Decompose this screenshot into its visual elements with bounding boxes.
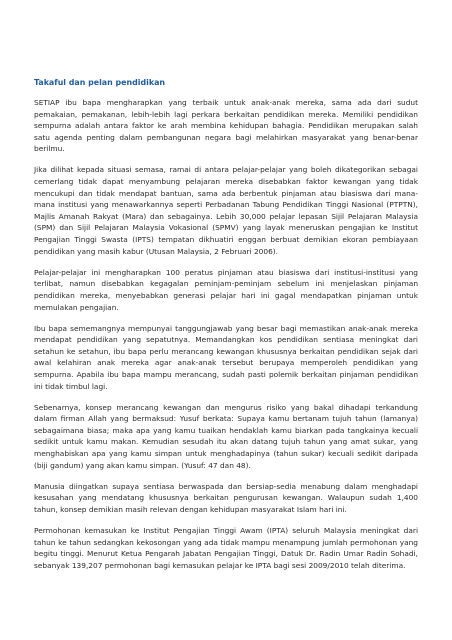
paragraph-7: Permohonan kemasukan ke Institut Pengajian Tinggi Awam (IPTA) seluruh Malaysia meningkat dari tahun ke tahun sedangkan kekosongan yang ada tidak mampu menampung jumlah permohonan yang begitu tinggi. Menurut Ketua Pengarah Jabatan Pengajian Tinggi, Datuk Dr. Radin Umar Radin Sohadi, sebanyak 139,207 permohonan bagi kemasukan pelajar ke IPTA bagi sesi 2009/2010 telah diterima.	[34, 526, 418, 570]
paragraph-5: Sebenarnya, konsep merancang kewangan dan mengurus risiko yang bakal dihadapi terkandung dalam firman Allah yang bermaksud: Yusuf berkata: Supaya kamu bertanam tujuh tahun (lamanya) sebagaimana biasa; maka apa yang kamu tuaikan hendaklah kamu biarkan pada tangkainya kecuali sedikit untuk kamu makan. Kemudian sesudah itu akan datang tujuh tahun yang amat sukar, yang menghabiskan apa yang kamu simpan untuk menghadapinya (tahun sukar) kecuali sedikit daripada (biji gandum) yang akan kamu simpan. (Yusuf: 47 dan 48).	[34, 402, 418, 470]
article-heading: Takaful dan pelan pendidikan	[34, 78, 166, 87]
paragraph-4: Ibu bapa sememangnya mempunyai tanggungjawab yang besar bagi memastikan anak-anak mereka mendapat pendidikan yang sepatutnya. Memandangkan kos pendidikan sentiasa meningkat dari setahun ke setahun, ibu bapa perlu merancang kewangan khususnya berkaitan pendidikan sejak dari awal kelahiran anak mereka agar anak-anak tersebut berupaya memperoleh pendidikan yang sempurna. Apabila ibu bapa mampu merancang, sudah pasti polemik berkaitan pinjaman pendidikan ini tidak timbul lagi.	[34, 323, 418, 391]
paragraph-6: Manusia diingatkan supaya sentiasa berwaspada dan bersiap-sedia menabung dalam menghadapi kesusahan yang mendatang khususnya berkaitan pengurusan kewangan. Walaupun sudah 1,400 tahun, konsep demikian masih relevan dengan kehidupan masyarakat Islam hari ini.	[34, 481, 418, 514]
paragraph-1: SETIAP ibu bapa mengharapkan yang terbaik untuk anak-anak mereka, sama ada dari sudut pemakaian, pemakanan, lebih-lebih lagi perkara berkaitan pendidikan mereka. Memiliki pendidikan sempurna adalah antara faktor ke arah membina kehidupan bahagia. Pendidikan merupakan salah satu agenda penting dalam pembangunan negara bagi melahirkan masyarakat yang benar-benar berilmu.	[34, 98, 418, 154]
paragraph-3: Pelajar-pelajar ini mengharapkan 100 peratus pinjaman atau biasiswa dari institusi-institusi yang terlibat, namun disebabkan kegagalan peminjam-peminjam sebelum ini menjelaskan pinjaman pendidikan mereka, menyebabkan generasi pelajar hari ini gagal mendapatkan pinjaman untuk memulakan pengajian.	[34, 267, 418, 312]
paragraph-2: Jika dilihat kepada situasi semasa, ramai di antara pelajar-pelajar yang boleh dikategorikan sebagai cemerlang tidak dapat menyambung pelajaran mereka disebabkan faktor kewangan yang tidak mencukupi dan tidak mendapat bantuan, sama ada berbentuk pinjaman atau biasiswa dari mana-mana institusi yang menawarkannya seperti Perbadanan Tabung Pendidikan Tinggi Nasional (PTPTN), Majlis Amanah Rakyat (Mara) dan sebagainya. Lebih 30,000 pelajar lepasan Sijil Pelajaran Malaysia (SPM) dan Sijil Pelajaran Malaysia Vokasional (SPMV) yang layak meneruskan pengajian ke Institut Pengajian Tinggi Swasta (IPTS) tempatan dikhuatiri enggan berbuat demikian ekoran pembiayaan pendidikan yang masih kabur (Utusan Malaysia, 2 Februari 2006).	[34, 165, 418, 256]
